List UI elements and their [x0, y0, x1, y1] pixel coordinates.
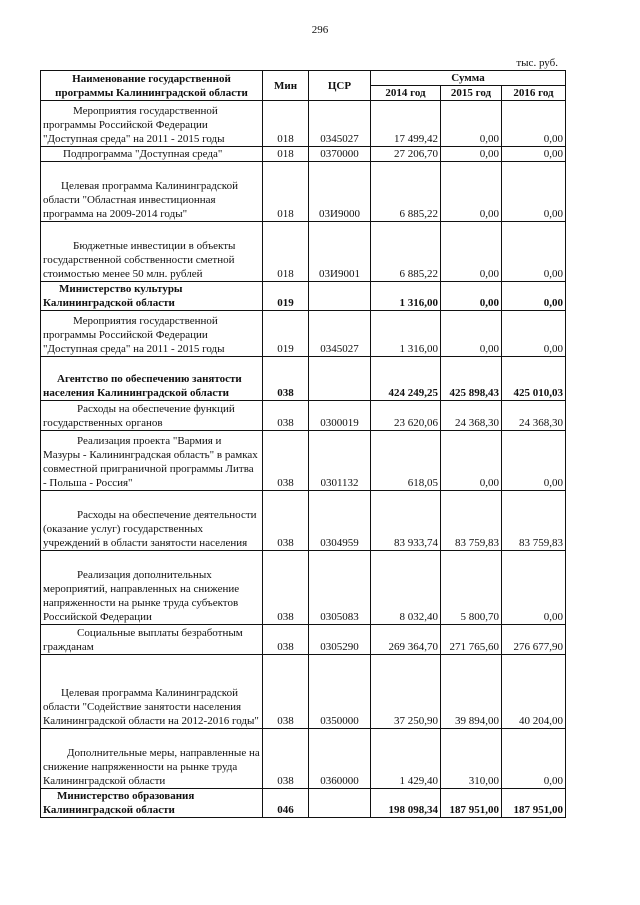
- row-2015: 0,00: [441, 101, 502, 147]
- row-csr: 0305083: [309, 551, 371, 625]
- row-2016: 0,00: [502, 311, 566, 357]
- row-2015: 0,00: [441, 311, 502, 357]
- table-row: [41, 491, 566, 551]
- row-csr: 0305290: [309, 625, 371, 655]
- row-min: 038: [263, 431, 309, 491]
- row-csr: 0301132: [309, 431, 371, 491]
- row-csr: 0370000: [309, 147, 371, 162]
- row-2014: 198 098,34: [371, 789, 441, 818]
- table-row: [41, 357, 566, 401]
- row-2015: 310,00: [441, 729, 502, 789]
- table-row: [41, 729, 566, 789]
- row-csr: 0345027: [309, 311, 371, 357]
- row-name: Министерство образования Калининградской области: [41, 789, 263, 818]
- table-row: [41, 147, 566, 162]
- row-csr: [309, 357, 371, 401]
- row-2016: 0,00: [502, 282, 566, 311]
- row-2014: 17 499,42: [371, 101, 441, 147]
- row-2015: 0,00: [441, 147, 502, 162]
- row-min: 046: [263, 789, 309, 818]
- row-2016: 187 951,00: [502, 789, 566, 818]
- table-row: [41, 625, 566, 655]
- row-2016: 276 677,90: [502, 625, 566, 655]
- row-min: 018: [263, 222, 309, 282]
- row-csr: 03И9001: [309, 222, 371, 282]
- row-min: 018: [263, 101, 309, 147]
- table-row: [41, 162, 566, 222]
- row-csr: 0300019: [309, 401, 371, 431]
- row-2014: 1 429,40: [371, 729, 441, 789]
- row-csr: 0345027: [309, 101, 371, 147]
- row-min: 038: [263, 729, 309, 789]
- row-min: 038: [263, 357, 309, 401]
- row-2016: 0,00: [502, 729, 566, 789]
- row-min: 018: [263, 162, 309, 222]
- row-2014: 424 249,25: [371, 357, 441, 401]
- row-2015: 83 759,83: [441, 491, 502, 551]
- row-2016: 0,00: [502, 101, 566, 147]
- row-min: 018: [263, 147, 309, 162]
- row-name: Дополнительные меры, направленные на снижение напряженности на рынке труда Калининградской области: [41, 729, 263, 789]
- row-min: 038: [263, 625, 309, 655]
- row-csr: 03И9000: [309, 162, 371, 222]
- row-2015: 24 368,30: [441, 401, 502, 431]
- row-name: Мероприятия государственной программы Российской Федерации "Доступная среда" на 2011 - 2015 годы: [41, 101, 263, 147]
- header-name: Наименование государственной программы Калининградской области: [41, 71, 263, 101]
- row-min: 019: [263, 282, 309, 311]
- table-row: [41, 431, 566, 491]
- header-2015: 2015 год: [441, 86, 502, 101]
- table-row: [41, 101, 566, 147]
- row-name: Реализация дополнительных мероприятий, направленных на снижение напряженности на рынке труда субъектов Российской Федерации: [41, 551, 263, 625]
- row-2015: 5 800,70: [441, 551, 502, 625]
- row-csr: 0350000: [309, 655, 371, 729]
- row-2015: 271 765,60: [441, 625, 502, 655]
- row-2014: 83 933,74: [371, 491, 441, 551]
- row-name: Расходы на обеспечение деятельности (оказание услуг) государственных учреждений в области занятости населения: [41, 491, 263, 551]
- row-2015: 425 898,43: [441, 357, 502, 401]
- budget-table: [40, 70, 566, 818]
- row-min: 038: [263, 401, 309, 431]
- row-2014: 1 316,00: [371, 282, 441, 311]
- row-name: Реализация проекта "Вармия и Мазуры - Калининградская область" в рамках совместной приграничной программы Литва - Польша - Россия": [41, 431, 263, 491]
- row-2014: 8 032,40: [371, 551, 441, 625]
- row-2016: 0,00: [502, 551, 566, 625]
- row-name: Расходы на обеспечение функций государственных органов: [41, 401, 263, 431]
- table-row: [41, 551, 566, 625]
- row-2016: 24 368,30: [502, 401, 566, 431]
- row-2016: 83 759,83: [502, 491, 566, 551]
- table-row: [41, 789, 566, 818]
- row-2014: 618,05: [371, 431, 441, 491]
- row-min: 038: [263, 491, 309, 551]
- row-2016: 0,00: [502, 222, 566, 282]
- row-2016: 40 204,00: [502, 655, 566, 729]
- header-min: Мин: [263, 71, 309, 101]
- row-min: 019: [263, 311, 309, 357]
- header-csr: ЦСР: [309, 71, 371, 101]
- row-2014: 6 885,22: [371, 222, 441, 282]
- row-2014: 37 250,90: [371, 655, 441, 729]
- row-csr: 0304959: [309, 491, 371, 551]
- row-name: Министерство культуры Калининградской области: [41, 282, 263, 311]
- row-name: Бюджетные инвестиции в объекты государственной собственности сметной стоимостью менее 50 млн. рублей: [41, 222, 263, 282]
- row-2014: 269 364,70: [371, 625, 441, 655]
- row-name: Мероприятия государственной программы Российской Федерации "Доступная среда" на 2011 - 2015 годы: [41, 311, 263, 357]
- row-csr: 0360000: [309, 729, 371, 789]
- header-sum: Сумма: [371, 71, 566, 86]
- row-2015: 0,00: [441, 162, 502, 222]
- row-name: Агентство по обеспечению занятости населения Калининградской области: [41, 357, 263, 401]
- row-2014: 27 206,70: [371, 147, 441, 162]
- row-2015: 187 951,00: [441, 789, 502, 818]
- row-name: Целевая программа Калининградской области "Областная инвестиционная программа на 2009-2014 годы": [41, 162, 263, 222]
- row-name: Подпрограмма "Доступная среда": [41, 147, 263, 162]
- row-csr: [309, 282, 371, 311]
- page-number: 296: [311, 24, 329, 36]
- row-2014: 1 316,00: [371, 311, 441, 357]
- row-2015: 0,00: [441, 431, 502, 491]
- row-csr: [309, 789, 371, 818]
- row-2015: 0,00: [441, 222, 502, 282]
- header-2014: 2014 год: [371, 86, 441, 101]
- row-2015: 39 894,00: [441, 655, 502, 729]
- header-2016: 2016 год: [502, 86, 566, 101]
- units-label: тыс. руб.: [516, 57, 558, 69]
- row-name: Социальные выплаты безработным гражданам: [41, 625, 263, 655]
- row-2015: 0,00: [441, 282, 502, 311]
- table-row: [41, 222, 566, 282]
- table-row: [41, 311, 566, 357]
- table-row: [41, 401, 566, 431]
- table-row: [41, 282, 566, 311]
- row-2016: 0,00: [502, 162, 566, 222]
- row-min: 038: [263, 551, 309, 625]
- row-2016: 0,00: [502, 431, 566, 491]
- row-2014: 6 885,22: [371, 162, 441, 222]
- row-2016: 0,00: [502, 147, 566, 162]
- row-2014: 23 620,06: [371, 401, 441, 431]
- row-2016: 425 010,03: [502, 357, 566, 401]
- row-min: 038: [263, 655, 309, 729]
- row-name: Целевая программа Калининградской области "Содействие занятости населения Калининградской области на 2012-2016 годы": [41, 655, 263, 729]
- table-row: [41, 655, 566, 729]
